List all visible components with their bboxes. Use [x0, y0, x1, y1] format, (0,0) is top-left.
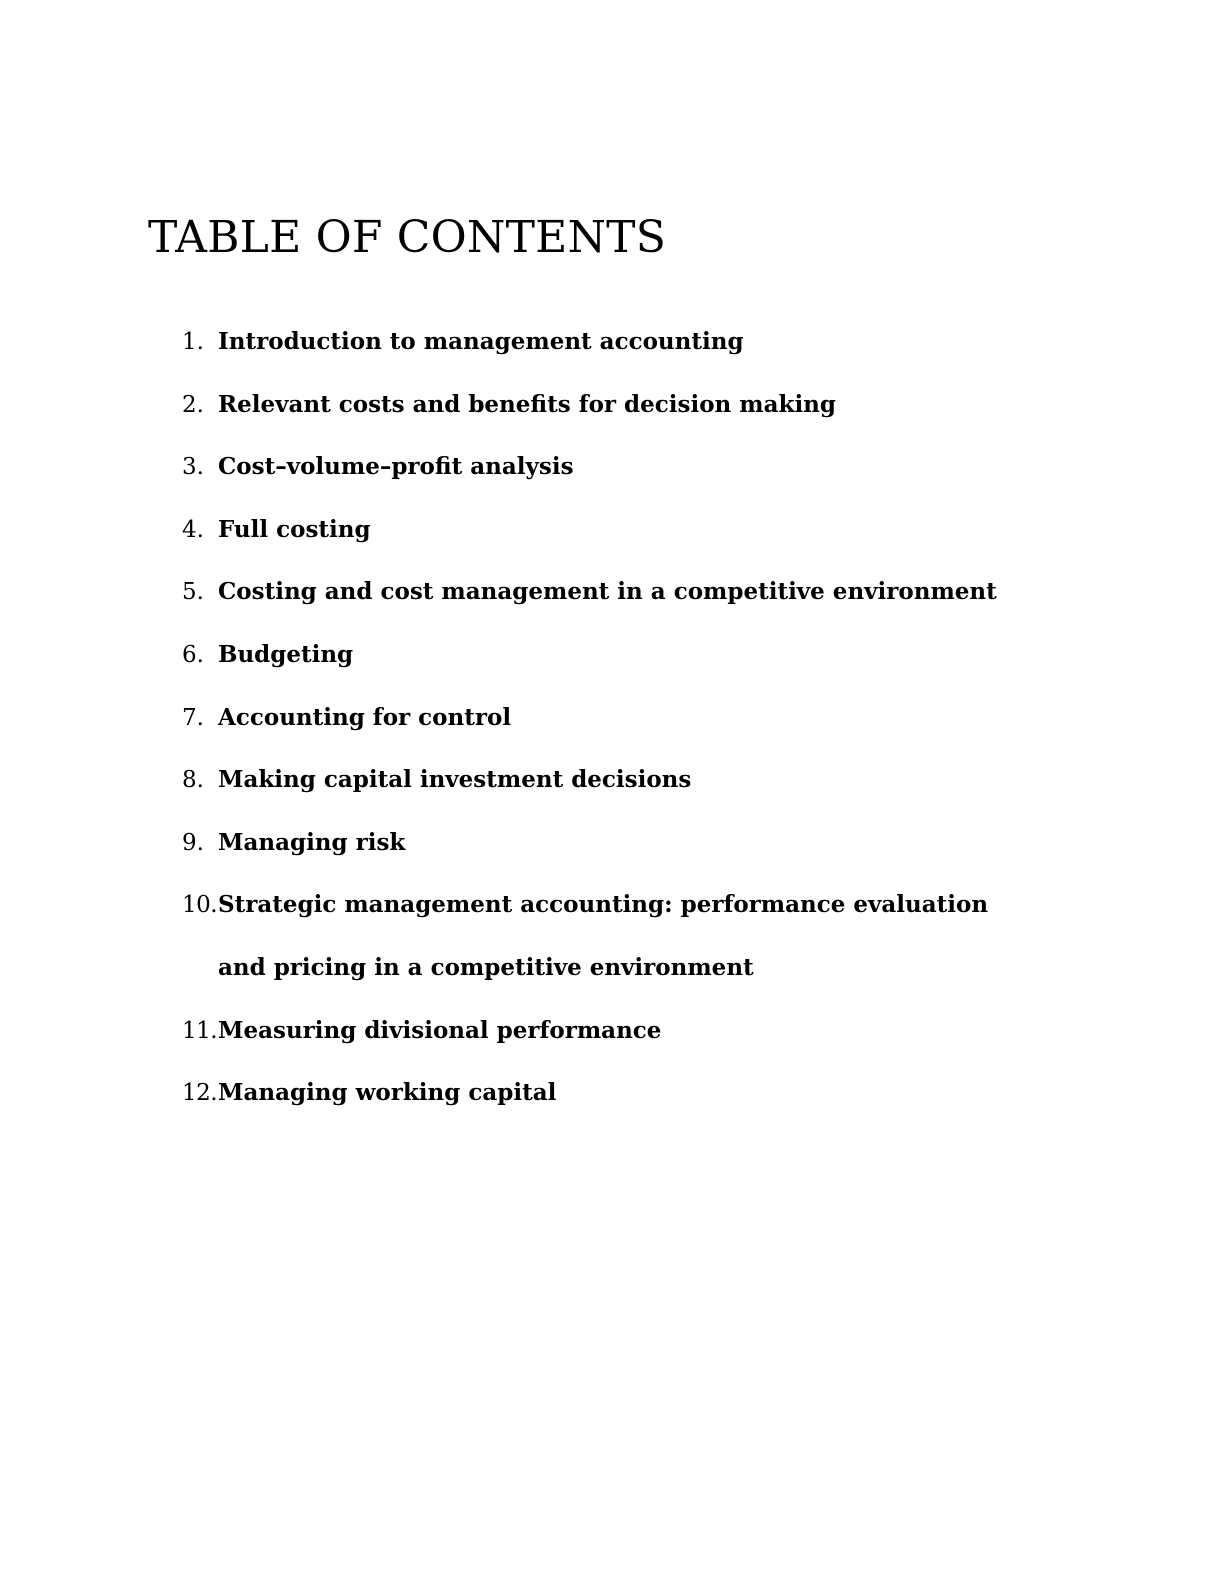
toc-list — [182, 322, 1082, 1136]
toc-item-number: 6. — [182, 641, 204, 668]
toc-item-text: Full costing — [218, 515, 371, 543]
toc-item-text: Relevant costs and benefits for decision making — [218, 390, 836, 418]
toc-item-number: 10. — [182, 892, 218, 919]
toc-item-12 — [182, 1073, 1082, 1113]
toc-item-number: 12. — [182, 1080, 218, 1107]
toc-item-5 — [182, 572, 1082, 612]
toc-item-number: 2. — [182, 391, 204, 418]
toc-item-number: 8. — [182, 767, 204, 794]
toc-item-text: Managing working capital — [218, 1079, 557, 1107]
toc-item-text: Accounting for control — [218, 703, 512, 731]
toc-item-11 — [182, 1011, 1082, 1051]
toc-item-text: Cost–volume–profit analysis — [218, 453, 574, 481]
toc-item-4 — [182, 510, 1082, 550]
toc-title: TABLE OF CONTENTS — [148, 212, 667, 263]
toc-item-6 — [182, 635, 1082, 675]
toc-item-number: 3. — [182, 454, 204, 481]
toc-item-8 — [182, 760, 1082, 800]
toc-item-number: 4. — [182, 516, 204, 543]
toc-item-number: 7. — [182, 704, 204, 731]
toc-item-text: Making capital investment decisions — [218, 766, 692, 794]
toc-item-text: Costing and cost management in a competitive environment — [218, 578, 997, 606]
toc-item-text: Budgeting — [218, 640, 354, 668]
toc-item-7 — [182, 698, 1082, 738]
toc-item-number: 1. — [182, 329, 204, 355]
toc-item-1 — [182, 322, 1082, 362]
toc-item-number: 11. — [182, 1017, 218, 1044]
toc-item-text: Managing risk — [218, 828, 406, 856]
toc-item-2 — [182, 385, 1082, 425]
toc-item-text: Measuring divisional performance — [218, 1016, 662, 1044]
toc-item-9 — [182, 823, 1082, 863]
toc-item-number: 9. — [182, 829, 204, 856]
toc-item-10 — [182, 885, 1082, 988]
toc-item-3 — [182, 447, 1082, 487]
toc-item-text: Strategic management accounting: performance evaluation and pricing in a competitive environment — [218, 891, 989, 981]
toc-item-number: 5. — [182, 579, 204, 606]
toc-item-text: Introduction to management accounting — [218, 328, 744, 355]
